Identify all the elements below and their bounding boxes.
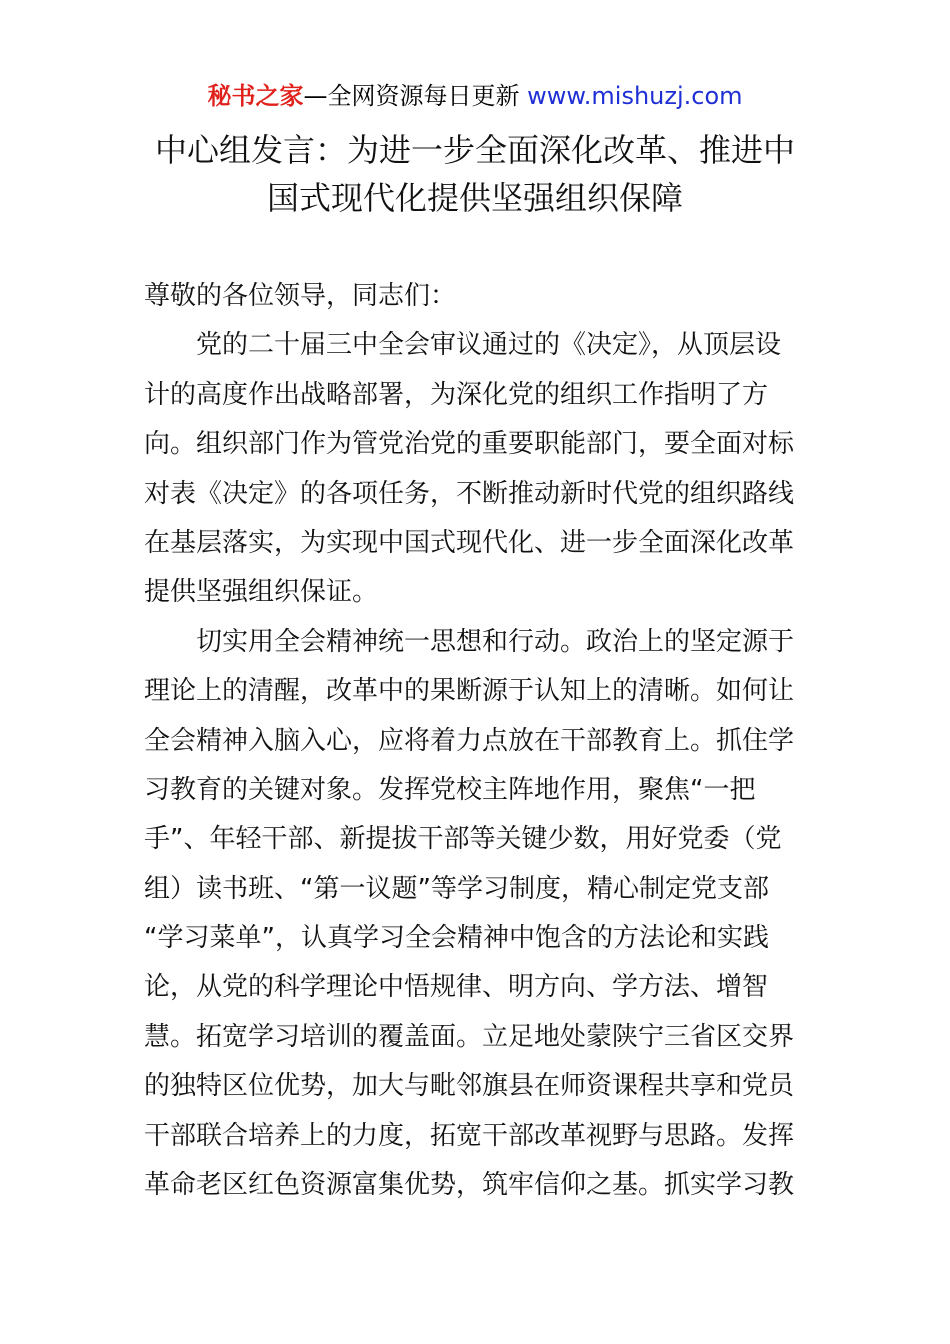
- body-line: 计的高度作出战略部署，为深化党的组织工作指明了方: [144, 379, 769, 410]
- body-line: 党的二十届三中全会审议通过的《决定》，从顶层设: [196, 330, 782, 361]
- title-line-2: 国式现代化提供坚强组织保障: [266, 179, 683, 217]
- body-line: 干部联合培养上的力度，拓宽干部改革视野与思路。发挥: [144, 1120, 795, 1151]
- body-line: 手”、年轻干部、新提拔干部等关键少数，用好党委（党: [144, 824, 782, 855]
- site-url-link[interactable]: www.mishuzj.com: [527, 82, 743, 110]
- body-line: 的独特区位优势，加大与毗邻旗县在师资课程共享和党员: [144, 1071, 795, 1102]
- body-line: 提供坚强组织保证。: [144, 577, 379, 608]
- body-line: 全会精神入脑入心，应将着力点放在干部教育上。抓住学: [144, 725, 795, 756]
- site-slogan: —全网资源每日更新: [303, 82, 520, 110]
- body-line: 对表《决定》的各项任务，不断推动新时代党的组织路线: [144, 478, 795, 509]
- body-line: 理论上的清醒，改革中的果断源于认知上的清晰。如何让: [144, 676, 795, 707]
- site-brand: 秘书之家: [207, 82, 304, 110]
- site-header: [0, 80, 950, 112]
- body-line: “学习菜单”，认真学习全会精神中饱含的方法论和实践: [144, 923, 769, 954]
- body-line: 习教育的关键对象。发挥党校主阵地作用，聚焦“一把: [144, 774, 756, 805]
- body-line: 组）读书班、“第一议题”等学习制度，精心制定党支部: [144, 873, 769, 904]
- body-line: 切实用全会精神统一思想和行动。政治上的坚定源于: [196, 626, 795, 657]
- body-line: 慧。拓宽学习培训的覆盖面。立足地处蒙陕宁三省区交界: [144, 1021, 795, 1052]
- body-line: 革命老区红色资源富集优势，筑牢信仰之基。抓实学习教: [144, 1170, 795, 1201]
- salutation: 尊敬的各位领导，同志们：: [144, 281, 457, 311]
- document-title: [100, 126, 850, 222]
- body-line: 在基层落实，为实现中国式现代化、进一步全面深化改革: [144, 527, 795, 558]
- title-line-1: 中心组发言：为进一步全面深化改革、推进中: [154, 131, 795, 169]
- body-line: 论，从党的科学理论中悟规律、明方向、学方法、增智: [144, 972, 769, 1003]
- document-body: [144, 272, 814, 1210]
- body-line: 向。组织部门作为管党治党的重要职能部门，要全面对标: [144, 429, 795, 460]
